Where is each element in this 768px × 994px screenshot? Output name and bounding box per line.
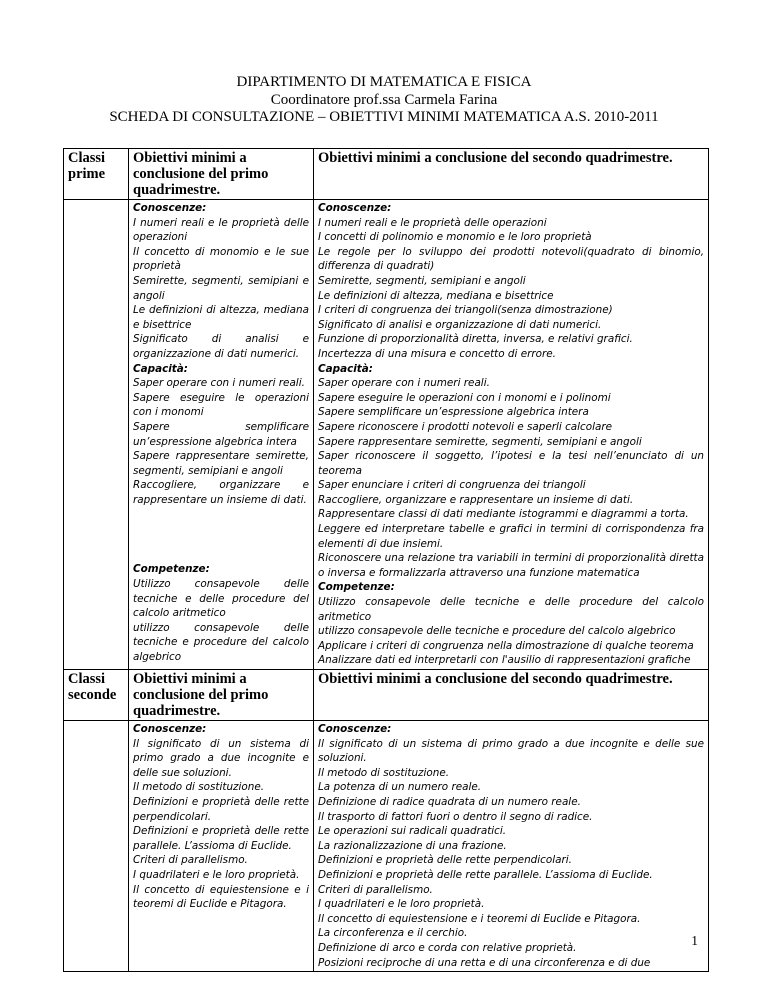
objective-category-heading: Conoscenze:	[133, 202, 207, 214]
objective-line: Applicare i criteri di congruenza nella dimostrazione di qualche teorema	[318, 639, 694, 652]
table-header-row-classi-seconde	[64, 670, 709, 721]
objective-category-heading: Competenze:	[318, 581, 395, 594]
empty-class-cell	[64, 721, 129, 972]
objective-line: I numeri reali e le proprietà delle operazioni	[133, 216, 309, 244]
coordinator-line: Coordinatore prof.ssa Carmela Farina	[270, 91, 498, 108]
document-header	[0, 0, 768, 127]
objective-line: Definizione di radice quadrata di un numero reale.	[318, 795, 581, 808]
objective-line: La razionalizzazione di una frazione.	[318, 839, 507, 852]
objective-line: Il concetto di monomio e le sue proprietà	[133, 245, 309, 273]
objective-line: utilizzo consapevole delle tecniche e procedure del calcolo algebrico	[133, 621, 309, 664]
objective-line: Significato di analisi e organizzazione di dati numerici.	[318, 318, 602, 331]
objective-line: Definizioni e proprietà delle rette parallele. L’assioma di Euclide.	[133, 825, 309, 852]
objective-line: Definizione di arco e corda con relative proprietà.	[318, 941, 577, 954]
objective-line: Sapere rappresentare semirette, segmenti, semipiani e angoli	[318, 435, 642, 448]
objective-line: Il concetto di equiestensione e i teoremi di Euclide e Pitagora.	[318, 912, 641, 925]
objective-line: Il trasporto di fattori fuori o dentro il segno di radice.	[318, 810, 593, 823]
sheet-title: SCHEDA DI CONSULTAZIONE – OBIETTIVI MINIMI MATEMATICA A.S. 2010-2011	[109, 109, 659, 126]
empty-class-cell	[64, 200, 129, 670]
objectives-table	[63, 148, 709, 972]
objective-line: Significato di analisi e organizzazione di dati numerici.	[133, 333, 309, 360]
objective-line: Criteri di parallelismo.	[133, 854, 248, 867]
objective-line: I quadrilateri e le loro proprietà.	[133, 868, 300, 881]
objective-line: Saper enunciare i criteri di congruenza dei triangoli	[318, 479, 586, 492]
objective-line: Il significato di un sistema di primo grado a due incognite e delle sue soluzioni.	[133, 737, 309, 779]
objective-category-heading: Capacità:	[133, 362, 188, 375]
class-label-prime: Classi prime	[64, 149, 129, 200]
objective-line: Funzione di proporzionalità diretta, inversa, e relativi grafici.	[318, 333, 633, 346]
objective-line: Criteri di parallelismo.	[318, 883, 433, 896]
col-header-second-quadrimestre-2: Obiettivi minimi a conclusione del secondo quadrimestre.	[314, 670, 709, 721]
objective-line: Leggere ed interpretare tabelle e grafici in termini di corrispondenza fra elementi di due insiemi.	[318, 523, 704, 550]
col-header-second-quadrimestre: Obiettivi minimi a conclusione del secondo quadrimestre.	[314, 149, 709, 200]
objective-line: Utilizzo consapevole delle tecniche e delle procedure del calcolo aritmetico	[318, 596, 704, 623]
objective-line: Utilizzo consapevole delle tecniche e delle procedure del calcolo aritmetico	[133, 578, 309, 620]
objective-line: Posizioni reciproche di una retta e di una circonferenza e di due	[318, 956, 651, 969]
objective-line: Sapere riconoscere i prodotti notevoli e saperli calcolare	[318, 420, 613, 433]
objective-line: Definizioni e proprietà delle rette parallele. L’assioma di Euclide.	[318, 868, 653, 881]
objective-line: I numeri reali e le proprietà delle operazioni	[318, 216, 547, 229]
objective-line: Incertezza di una misura e concetto di errore.	[318, 347, 556, 360]
objective-line: Le operazioni sui radicali quadratici.	[318, 825, 507, 838]
objective-line: Il metodo di sostituzione.	[318, 766, 450, 779]
objective-line: Sapere eseguire le operazioni con i monomi	[133, 391, 309, 419]
objective-line: La potenza di un numero reale.	[318, 781, 482, 794]
objective-line: La circonferenza e il cerchio.	[318, 927, 468, 940]
objective-line: Analizzare dati ed interpretarli con l'ausilio di rappresentazioni grafiche	[318, 654, 691, 667]
objective-line: I concetti di polinomio e monomio e le loro proprietà	[318, 231, 592, 244]
class-label-seconde: Classi seconde	[64, 670, 129, 721]
objective-category-heading: Capacità:	[318, 362, 373, 375]
objective-line: Riconoscere una relazione tra variabili in termini di proporzionalità diretta o inversa e formalizzarla attraverso una funzione matematica	[318, 552, 704, 579]
objective-line: Sapere semplificare un’espressione algebrica intera	[318, 406, 589, 419]
objective-line: Le regole per lo sviluppo dei prodotti notevoli(quadrato di binomio, differenza di quadrati)	[318, 245, 704, 273]
objective-line: I criteri di congruenza dei triangoli(senza dimostrazione)	[318, 304, 613, 317]
objective-line: Sapere semplificare un’espressione algebrica intera	[133, 420, 309, 448]
objective-line: Il significato di un sistema di primo grado a due incognite e delle sue soluzioni.	[318, 737, 704, 765]
objective-line: Rappresentare classi di dati mediante istogrammi e diagrammi a torta.	[318, 508, 689, 521]
objective-line: Semirette, segmenti, semipiani e angoli	[133, 274, 309, 302]
objective-line: Saper operare con i numeri reali.	[133, 377, 305, 390]
objective-line: Sapere eseguire le operazioni con i monomi e i polinomi	[318, 391, 611, 404]
objective-line: Definizioni e proprietà delle rette perpendicolari.	[133, 795, 309, 823]
objectives-first-quad-prime	[129, 200, 314, 670]
objectives-first-quad-seconde	[129, 721, 314, 972]
objective-category-heading: Conoscenze:	[318, 202, 392, 214]
col-header-first-quadrimestre: Obiettivi minimi a conclusione del primo quadrimestre.	[129, 149, 314, 200]
objective-line: Le definizioni di altezza, mediana e bisettrice	[318, 289, 554, 302]
objective-line: utilizzo consapevole delle tecniche e procedure del calcolo algebrico	[318, 625, 676, 638]
content-row-classi-prime	[64, 200, 709, 670]
objective-line: Il concetto di equiestensione e i teoremi di Euclide e Pitagora.	[133, 883, 309, 911]
objective-line: Definizioni e proprietà delle rette perpendicolari.	[318, 854, 572, 867]
objective-line: Le definizioni di altezza, mediana e bisettrice	[133, 304, 309, 331]
objective-line: Il metodo di sostituzione.	[133, 781, 265, 794]
content-row-classi-seconde	[64, 721, 709, 972]
table-header-row-classi-prime	[64, 149, 709, 200]
objectives-second-quad-seconde	[314, 721, 709, 972]
objective-line: I quadrilateri e le loro proprietà.	[318, 898, 485, 911]
objectives-second-quad-prime	[314, 200, 709, 670]
objective-line: Raccogliere, organizzare e rappresentare un insieme di dati.	[318, 493, 634, 506]
objective-line: Raccogliere, organizzare e rappresentare un insieme di dati.	[133, 479, 309, 506]
objective-line: Saper riconoscere il soggetto, l’ipotesi e la tesi nell’enunciato di un teorema	[318, 450, 704, 477]
col-header-first-quadrimestre-2: Obiettivi minimi a conclusione del primo quadrimestre.	[129, 670, 314, 721]
objective-line: Sapere rappresentare semirette, segmenti, semipiani e angoli	[133, 450, 309, 477]
objective-category-heading: Competenze:	[133, 563, 210, 576]
objective-line: Semirette, segmenti, semipiani e angoli	[318, 274, 526, 287]
page-number: 1	[691, 933, 698, 948]
blank-space	[133, 507, 309, 562]
objective-line: Saper operare con i numeri reali.	[318, 377, 490, 390]
objective-category-heading: Conoscenze:	[133, 723, 207, 735]
department-title: DIPARTIMENTO DI MATEMATICA E FISICA	[236, 74, 532, 90]
objective-category-heading: Conoscenze:	[318, 723, 392, 735]
